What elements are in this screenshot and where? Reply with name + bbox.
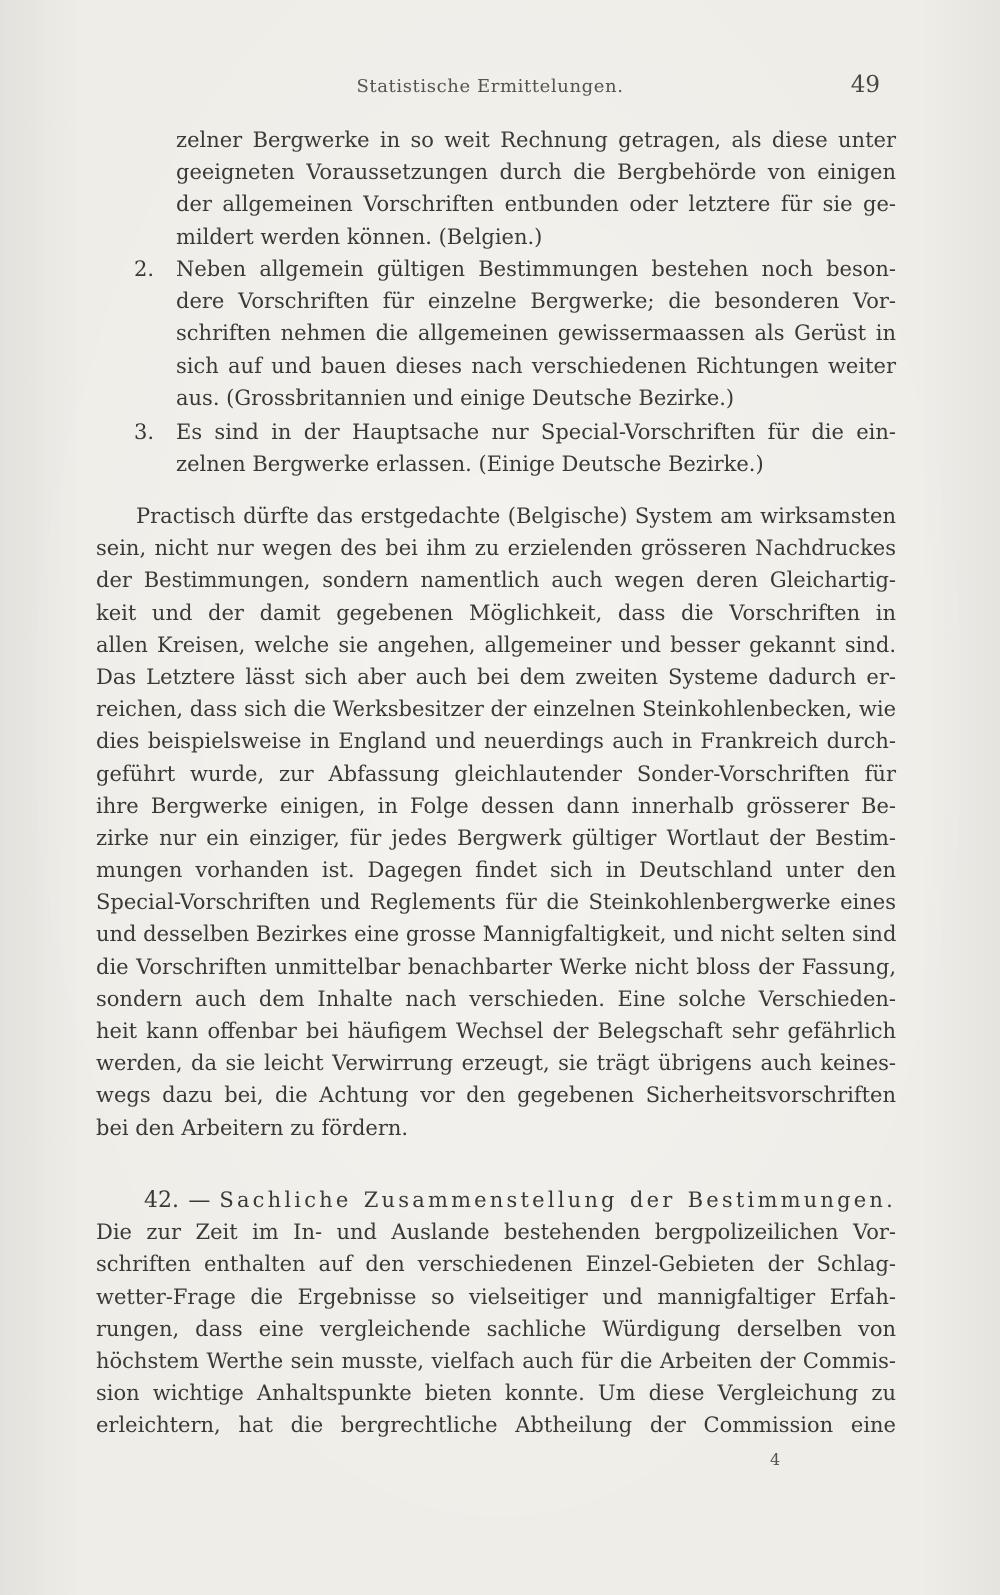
signature-mark: 4 — [770, 1450, 781, 1469]
list-item-number: 2. — [134, 257, 155, 281]
text-line: sein, nicht nur wegen des bei ihm zu erzielenden grösseren Nachdruckes — [96, 536, 896, 561]
text-line: bei den Arbeitern zu fördern. — [96, 1115, 409, 1140]
paragraph — [96, 500, 896, 1144]
text-line: heit kann offenbar bei häufigem Wechsel der Belegschaft sehr gefährlich — [96, 1019, 896, 1043]
text-line: der Bestimmungen, sondern namentlich auch wegen deren Gleichartig- — [96, 568, 896, 593]
text-line — [96, 253, 896, 285]
text-line: geeigneten Voraussetzungen durch die Bergbehörde von einigen — [176, 160, 896, 185]
text-line: sion wichtige Anhaltspunkte bieten konnte. Um diese Vergleichung zu — [96, 1381, 896, 1406]
text-line: mildert werden können. (Belgien.) — [176, 224, 543, 249]
text-line: dere Vorschriften für einzelne Bergwerke; die besonderen Vor- — [176, 289, 896, 314]
page-number: 49 — [850, 72, 880, 98]
section-heading — [96, 1184, 896, 1216]
text-line: mungen vorhanden ist. Dagegen findet sich in Deutschland unter den — [96, 858, 896, 883]
text-line: schriften enthalten auf den verschiedenen Einzel-Gebieten der Schlag- — [96, 1252, 896, 1277]
text-line: Die zur Zeit im In- und Auslande bestehenden bergpolizeilichen Vor- — [96, 1220, 896, 1245]
running-title: Statistische Ermittelungen. — [356, 76, 624, 97]
text-line: schriften nehmen die allgemeinen gewissermaassen als Gerüst in — [176, 321, 896, 346]
text-line: zirke nur ein einziger, für jedes Bergwerk gültiger Wortlaut der Bestim- — [96, 825, 896, 850]
text-line: Das Letztere lässt sich aber auch bei dem zweiten Systeme dadurch er- — [96, 664, 896, 689]
text-line: dies beispielsweise in England und neuerdings auch in Frankreich durch- — [96, 729, 896, 754]
text-line: die Vorschriften unmittelbar benachbarter Werke nicht bloss der Fassung, — [96, 954, 896, 979]
text-line — [96, 416, 896, 448]
text-line: werden, da sie leicht Verwirrung erzeugt, sie trägt übrigens auch keines- — [96, 1051, 896, 1076]
text-line: und desselben Bezirkes eine grosse Mannigfaltigkeit, und nicht selten sind — [96, 922, 897, 947]
text-line: zelnen Bergwerke erlassen. (Einige Deutsche Bezirke.) — [176, 452, 764, 477]
text-line: aus. (Grossbritannien und einige Deutsche Bezirke.) — [176, 385, 735, 410]
text-line: wetter-Frage die Ergebnisse so vielseitiger und mannigfaltiger Erfah- — [96, 1284, 896, 1309]
text-line: sich auf und bauen dieses nach verschiedenen Richtungen weiter — [176, 353, 896, 378]
text-line: höchstem Werthe sein musste, vielfach auch für die Arbeiten der Commis- — [96, 1348, 896, 1373]
text-line: Practisch dürfte das erstgedachte (Belgische) System am wirksamsten — [136, 504, 896, 528]
text-line: wegs dazu bei, die Achtung vor den gegebenen Sicherheitsvorschriften — [96, 1083, 896, 1108]
text-line: allen Kreisen, welche sie angehen, allgemeiner und besser gekannt sind. — [96, 632, 896, 657]
text-line: zelner Bergwerke in so weit Rechnung getragen, als diese unter — [176, 128, 896, 152]
list-item-1-continuation — [96, 124, 896, 253]
section-number: 42. — — [144, 1188, 211, 1213]
text-line: Special-Vorschriften und Reglements für die Steinkohlenbergwerke eines — [96, 890, 896, 915]
text-line: keit und der damit gegebenen Möglichkeit, dass die Vorschriften in — [96, 600, 896, 625]
section-title: Sachliche Zusammenstellung der Bestimmungen. — [219, 1188, 896, 1212]
text-line: rungen, dass eine vergleichende sachliche Würdigung derselben von — [96, 1316, 896, 1341]
list-item-number: 3. — [134, 420, 155, 444]
list-item-3 — [96, 416, 896, 480]
page-header — [100, 72, 880, 102]
list-item-2 — [96, 253, 896, 414]
text-line: sondern auch dem Inhalte nach verschieden. Eine solche Verschieden- — [96, 986, 896, 1011]
text-line: der allgemeinen Vorschriften entbunden oder letztere für sie ge- — [176, 192, 896, 217]
text-line: erleichtern, hat die bergrechtliche Abtheilung der Commission eine — [96, 1413, 896, 1438]
text-line-content: Neben allgemein gültigen Bestimmungen bestehen noch beson- — [176, 257, 896, 281]
text-line: geführt wurde, zur Abfassung gleichlautender Sonder-Vorschriften für — [96, 761, 896, 786]
text-line: ihre Bergwerke einigen, in Folge dessen dann innerhalb grösserer Be- — [96, 793, 896, 818]
text-line-content: Es sind in der Hauptsache nur Special-Vorschriften für die ein- — [176, 420, 896, 444]
text-line: reichen, dass sich die Werksbesitzer der einzelnen Steinkohlenbecken, wie — [96, 697, 896, 722]
section-42 — [96, 1184, 896, 1442]
